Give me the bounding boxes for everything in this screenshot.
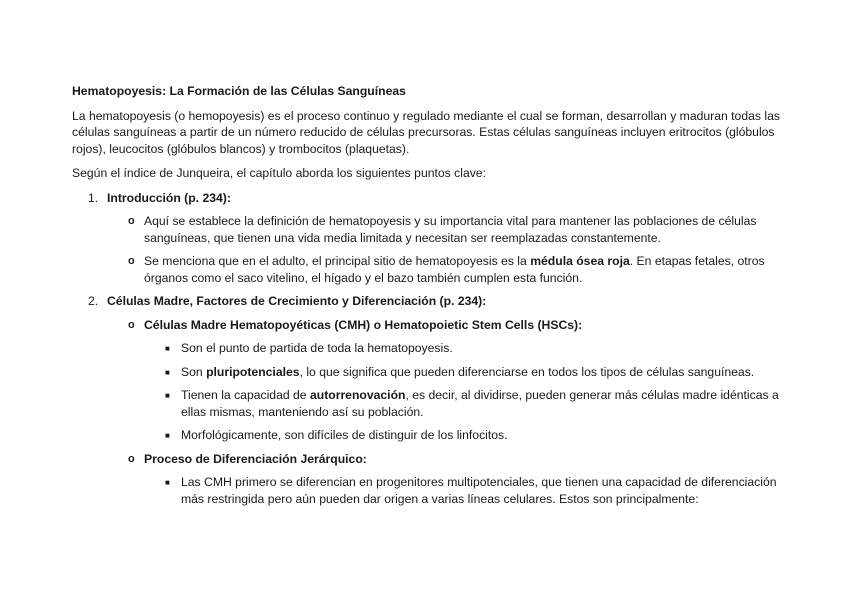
list-item [72, 213, 780, 246]
list-item-text: Son el punto de partida de toda la hematopoyesis. [181, 341, 453, 355]
section-1 [72, 190, 780, 207]
section-number: 1. [88, 190, 99, 205]
list-item-text: Se menciona que en el adulto, el principal sitio de hematopoyesis es la médula ósea roja. En etapas fetales, otros órganos como el saco vitelino, el hígado y el bazo también cumplen esta función. [144, 254, 765, 285]
subsection [72, 317, 780, 334]
list-item [72, 474, 780, 507]
document-page [72, 83, 780, 514]
circle-bullet-icon: o [128, 215, 135, 227]
list-item-text: Son pluripotenciales, lo que significa que pueden diferenciarse en todos los tipos de células sanguíneas. [181, 364, 755, 379]
lead-paragraph: Según el índice de Junqueira, el capítulo aborda los siguientes puntos clave: [72, 166, 486, 180]
square-bullet-icon: ■ [165, 367, 170, 377]
circle-bullet-icon: o [128, 452, 135, 465]
list-item [72, 340, 780, 357]
subsection-heading: Proceso de Diferenciación Jerárquico: [144, 451, 367, 466]
subsection-heading: Células Madre Hematopoyéticas (CMH) o Hematopoietic Stem Cells (HSCs): [144, 317, 583, 332]
list-item-text: Tienen la capacidad de autorrenovación, es decir, al dividirse, pueden generar más células madre idénticas a ellas mismas, manteniendo así su población. [181, 388, 779, 419]
intro-paragraph: La hematopoyesis (o hemopoyesis) es el proceso continuo y regulado mediante el cual se forman, desarrollan y maduran todas las células sanguíneas a partir de un número reducido de células precursoras. Estas células sanguíneas incluyen eritrocitos (glóbulos rojos), leucocitos (glóbulos blancos) y trombocitos (plaquetas). [72, 108, 780, 156]
list-item-text: Las CMH primero se diferencian en progenitores multipotenciales, que tienen una capacidad de diferenciación más restringida pero aún pueden dar origen a varias líneas celulares. Estos son principalmente: [181, 475, 777, 506]
list-item [72, 427, 780, 444]
bold-term: médula ósea roja [530, 254, 630, 268]
section-2 [72, 293, 780, 310]
section-number: 2. [88, 294, 99, 308]
square-bullet-icon: ■ [165, 478, 170, 487]
square-bullet-icon: ■ [165, 391, 170, 400]
list-item [72, 253, 780, 286]
bold-term: pluripotenciales [206, 364, 300, 379]
square-bullet-icon: ■ [165, 344, 170, 353]
document-title: Hematopoyesis: La Formación de las Células Sanguíneas [72, 84, 406, 98]
list-item [72, 364, 780, 381]
list-item-text: Morfológicamente, son difíciles de distinguir de los linfocitos. [181, 428, 508, 442]
circle-bullet-icon: o [128, 318, 135, 331]
bold-term: autorrenovación [309, 388, 406, 402]
square-bullet-icon: ■ [165, 431, 170, 440]
section-heading: Introducción (p. 234): [107, 190, 231, 205]
list-item [72, 387, 780, 420]
circle-bullet-icon: o [128, 255, 135, 267]
section-heading: Células Madre, Factores de Crecimiento y Diferenciación (p. 234): [107, 294, 487, 308]
list-item-text: Aquí se establece la definición de hematopoyesis y su importancia vital para mantener las poblaciones de células sanguíneas, que tienen una vida media limitada y necesitan ser reemplazadas constantemente. [144, 214, 757, 245]
subsection [72, 451, 780, 468]
